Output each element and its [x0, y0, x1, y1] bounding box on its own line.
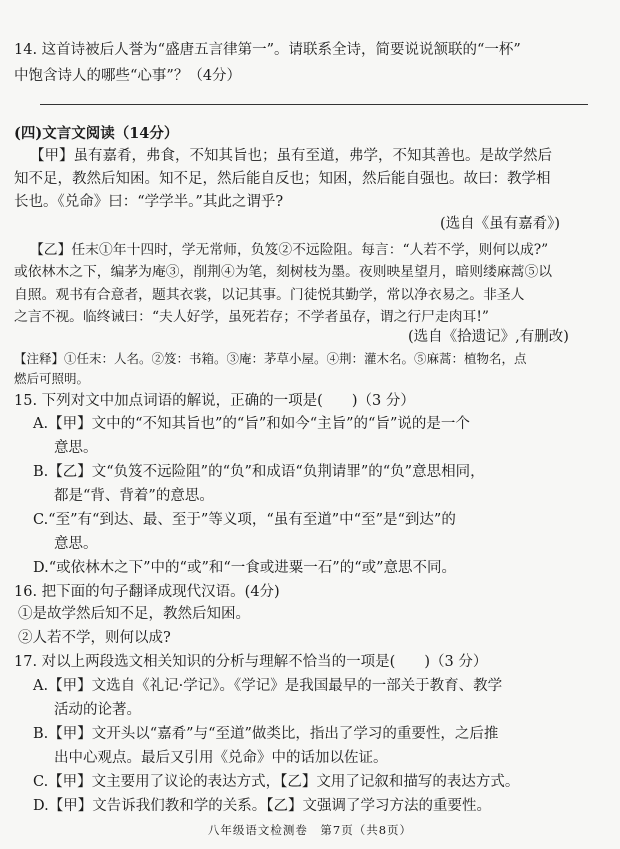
- section-title: (四)文言文阅读（14分）: [14, 125, 179, 142]
- notes-line-2: 燃后可照明。: [14, 371, 90, 386]
- passage-jia-line-3: 长也。《兑命》曰：“学学半。”其此之谓乎?: [14, 194, 284, 210]
- question-15-option-b-cont: 都是“背、背着”的意思。: [54, 488, 214, 504]
- question-15-stem: 15. 下列对文中加点词语的解说，正确的一项是( )（3 分）: [14, 393, 415, 409]
- question-15-option-d: D.“或依林木之下”中的“或”和“一食或进粟一石”的“或”意思不同。: [33, 560, 457, 576]
- question-17-option-b: B.【甲】文开头以“嘉肴”与“至道”做类比，指出了学习的重要性，之后推: [33, 726, 499, 742]
- passage-yi-line-4: 之言不视。临终诫曰：“夫人好学，虽死若存；不学者虽存，谓之行尸走肉耳!”: [14, 309, 489, 325]
- page-footer: 八年级语文检测卷 第7页（共8页）: [207, 823, 413, 837]
- passage-yi-source: (选自《拾遗记》,有删改): [408, 329, 569, 345]
- question-17-option-d: D.【甲】文告诉我们教和学的关系。【乙】文强调了学习方法的重要性。: [33, 798, 491, 814]
- question-17-option-a-cont: 活动的论著。: [54, 702, 141, 718]
- answer-line: [40, 104, 588, 105]
- passage-yi-line-2: 或依林木之下，编茅为庵③，削荆④为笔，刻树枝为墨。夜则映星望月，暗则缕麻蒿⑤以: [14, 264, 553, 280]
- question-15-option-a-cont: 意思。: [54, 440, 98, 456]
- question-14-line-2: 中饱含诗人的哪些“心事”？（4分）: [14, 68, 242, 84]
- question-14-line-1: 14. 这首诗被后人誉为“盛唐五言律第一”。请联系全诗，简要说说颔联的“一杯”: [14, 42, 521, 58]
- question-16-sentence-2: ②人若不学，则何以成?: [18, 630, 171, 646]
- question-17-option-a: A.【甲】文选自《礼记·学记》。《学记》是我国最早的一部关于教育、教学: [33, 678, 503, 694]
- question-16-stem: 16. 把下面的句子翻译成现代汉语。(4分): [14, 584, 280, 600]
- question-15-option-b: B.【乙】文“负笈不远险阻”的“负”和成语“负荆请罪”的“负”意思相同，: [33, 464, 485, 480]
- question-16-sentence-1: ①是故学然后知不足，教然后知困。: [18, 606, 250, 622]
- passage-jia-line-2: 知不足，教然后知困。知不足，然后能自反也；知困，然后能自强也。故曰：教学相: [14, 171, 551, 187]
- question-15-option-c-cont: 意思。: [54, 536, 98, 552]
- question-17-stem: 17. 对以上两段选文相关知识的分析与理解不恰当的一项是( )（3 分）: [14, 654, 488, 670]
- question-15-option-c: C.“至”有“到达、最、至于”等义项，“虽有至道”中“至”是“到达”的: [33, 512, 456, 528]
- question-17-option-c: C.【甲】文主要用了议论的表达方式，【乙】文用了记叙和描写的表达方式。: [33, 774, 520, 790]
- question-15-option-a: A.【甲】文中的“不知其旨也”的“旨”和如今“主旨”的“旨”说的是一个: [33, 416, 470, 432]
- passage-yi-line-3: 自照。观书有合意者，题其衣裳，以记其事。门徒悦其勤学，常以净衣易之。非圣人: [14, 287, 525, 303]
- notes-line-1: 【注释】①任末：人名。②笈：书箱。③庵：茅草小屋。④荆：灌木名。⑤麻蒿：植物名，点: [14, 351, 527, 366]
- passage-jia-line-1: 【甲】虽有嘉肴，弗食，不知其旨也；虽有至道，弗学，不知其善也。是故学然后: [30, 148, 552, 164]
- passage-jia-source: (选自《虽有嘉肴》): [440, 216, 561, 232]
- question-17-option-b-cont: 出中心观点。最后又引用《兑命》中的话加以佐证。: [54, 750, 388, 766]
- passage-yi-line-1: 【乙】任末①年十四时，学无常师，负笈②不远险阻。每言：“人若不学，则何以成?”: [30, 242, 549, 258]
